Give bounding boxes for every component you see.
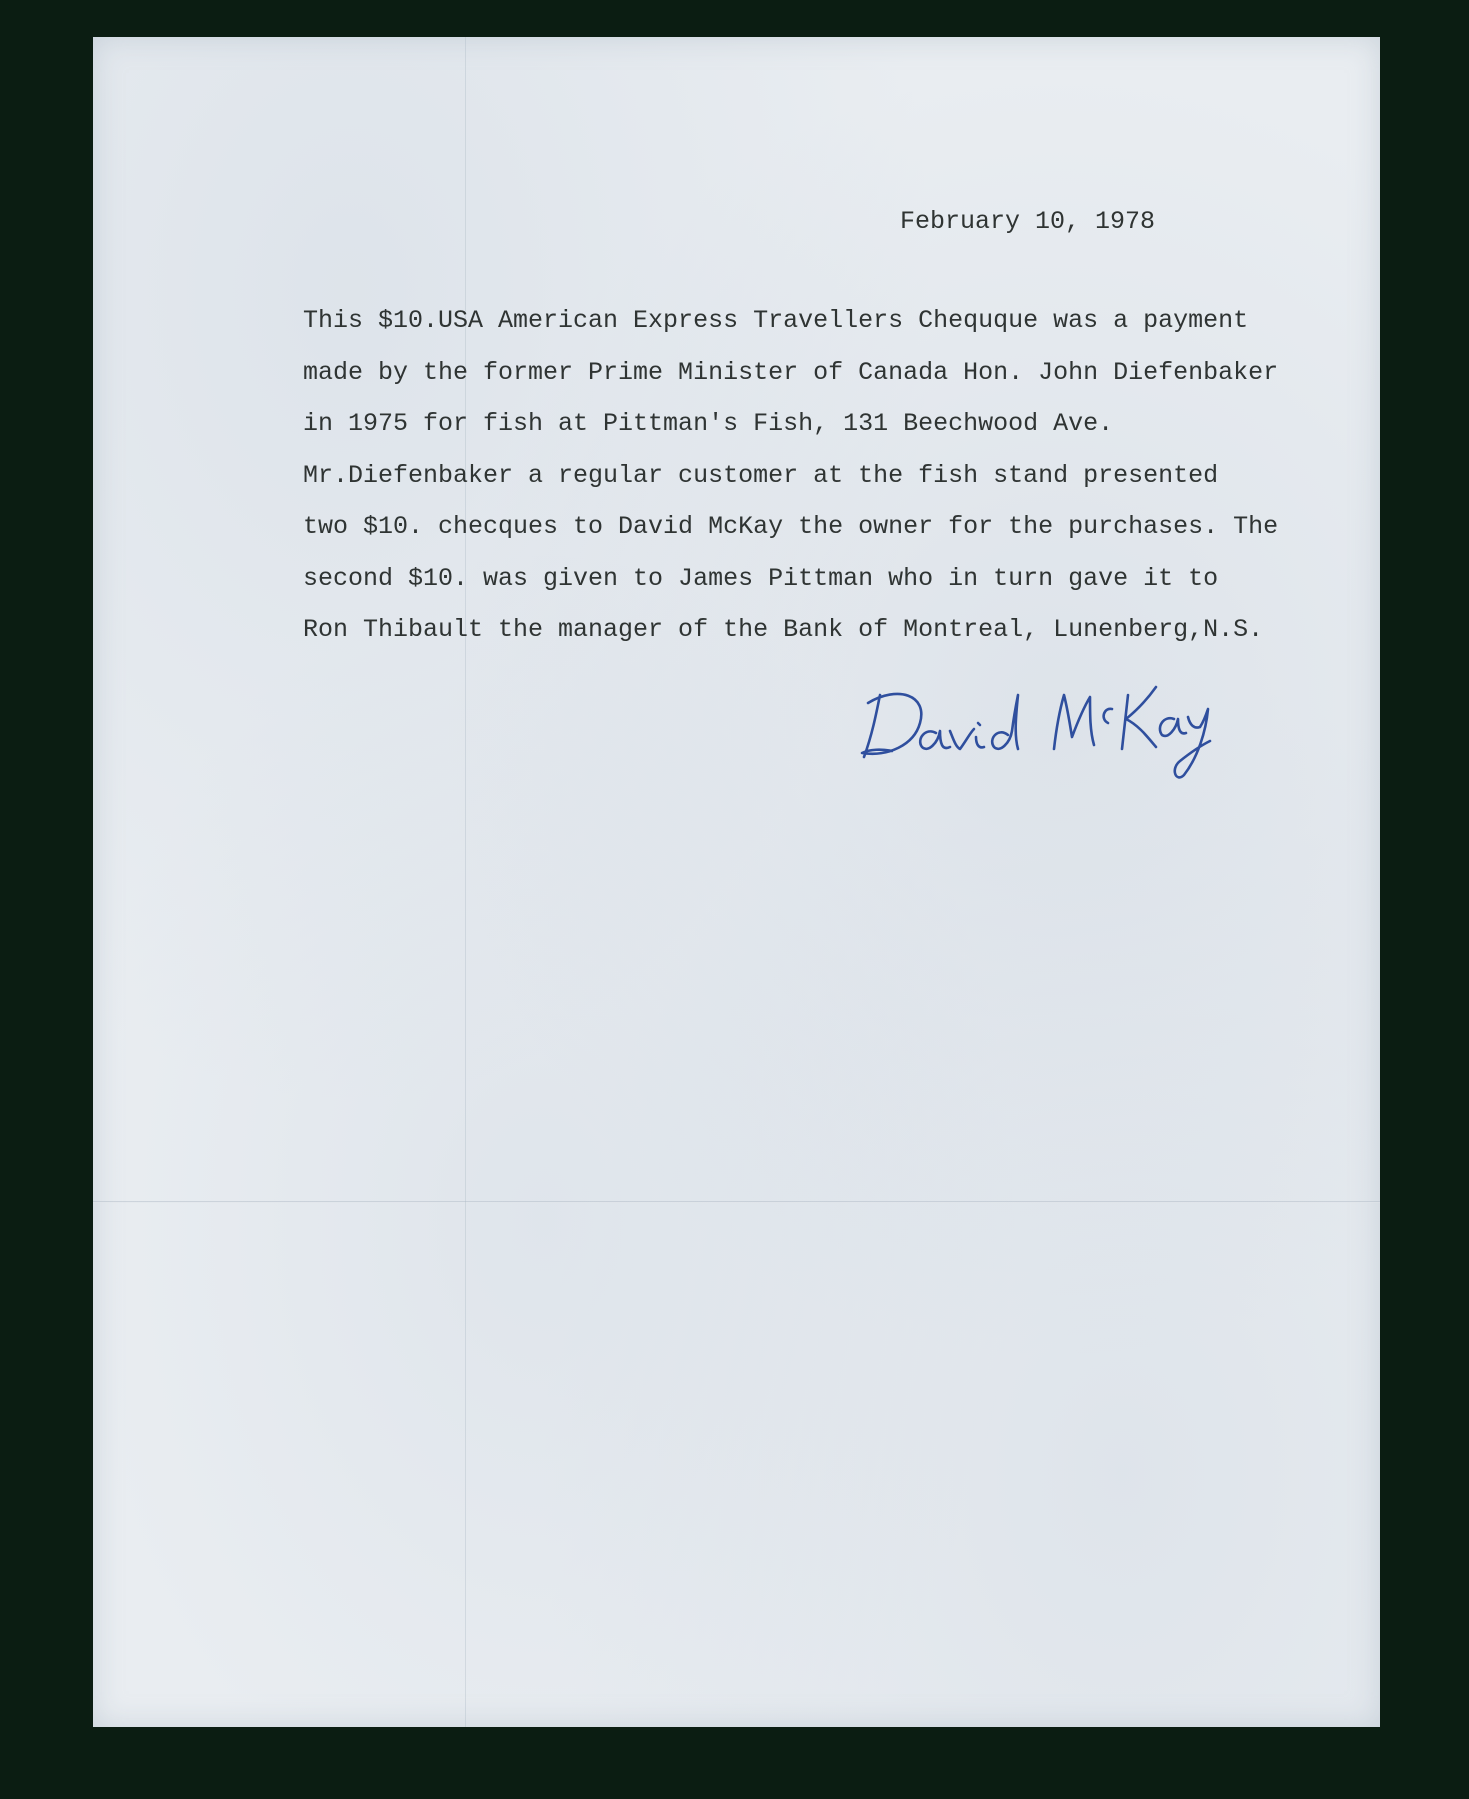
vertical-fold-crease	[465, 37, 466, 1727]
letter-body	[303, 295, 1363, 656]
letter-date: February 10, 1978	[900, 207, 1156, 236]
body-line: Mr.Diefenbaker a regular customer at the fish stand presented	[303, 460, 1219, 490]
body-line: two $10. checques to David McKay the owner for the purchases. The	[303, 512, 1279, 541]
body-line: This $10.USA American Express Travellers Chequque was a payment	[303, 306, 1249, 335]
body-line: made by the former Prime Minister of Canada Hon. John Diefenbaker	[303, 357, 1279, 387]
handwritten-signature	[858, 665, 1218, 785]
body-line: second $10. was given to James Pittman who in turn gave it to	[303, 563, 1219, 593]
body-line: in 1975 for fish at Pittman's Fish, 131 Beechwood Ave.	[303, 409, 1114, 438]
horizontal-fold-crease	[93, 1201, 1380, 1203]
body-line: Ron Thibault the manager of the Bank of Montreal, Lunenberg,N.S.	[303, 615, 1264, 644]
letter-page	[93, 37, 1380, 1727]
